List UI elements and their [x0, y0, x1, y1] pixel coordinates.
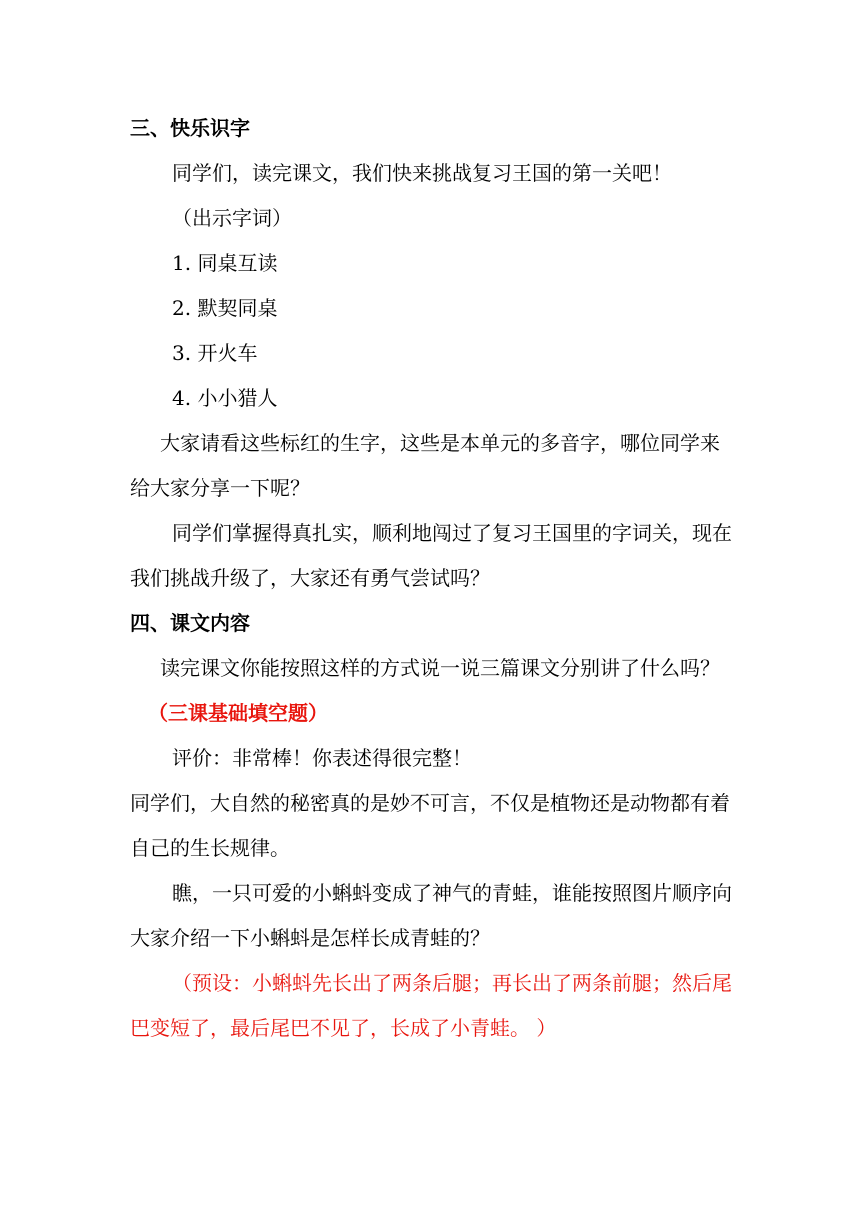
list-item: 1. 同桌互读	[172, 251, 278, 275]
paragraph-tadpole-line-1: 瞧，一只可爱的小蝌蚪变成了神气的青蛙，谁能按照图片顺序向	[172, 881, 732, 905]
list-item: 4. 小小猎人	[172, 386, 278, 410]
list-item: 3. 开火车	[172, 341, 258, 365]
show-words-note: （出示字词）	[172, 206, 292, 230]
paragraph-polyphone-line-2: 给大家分享一下呢？	[130, 476, 310, 500]
paragraph-challenge-line-1: 同学们掌握得真扎实，顺利地闯过了复习王国里的字词关，现在	[172, 521, 732, 545]
fill-blank-note: （三课基础填空题）	[148, 701, 328, 725]
section-heading-4: 四、课文内容	[130, 611, 250, 635]
paragraph-nature-line-1: 同学们，大自然的秘密真的是妙不可言，不仅是植物还是动物都有着	[130, 791, 730, 815]
section-heading-3: 三、快乐识字	[130, 116, 250, 140]
paragraph-tadpole-line-2: 大家介绍一下小蝌蚪是怎样长成青蛙的？	[130, 926, 490, 950]
list-item: 2. 默契同桌	[172, 296, 278, 320]
preset-answer-line-2: 巴变短了，最后尾巴不见了，长成了小青蛙。 ）	[130, 1016, 557, 1040]
paragraph-challenge-line-2: 我们挑战升级了，大家还有勇气尝试吗？	[130, 566, 490, 590]
paragraph-intro: 同学们，读完课文，我们快来挑战复习王国的第一关吧！	[172, 161, 672, 185]
paragraph-polyphone-line-1: 大家请看这些标红的生字，这些是本单元的多音字，哪位同学来	[160, 431, 720, 455]
evaluation-text: 评价：非常棒！你表述得很完整！	[172, 746, 472, 770]
preset-answer-line-1: （预设：小蝌蚪先长出了两条后腿；再长出了两条前腿；然后尾	[172, 971, 732, 995]
paragraph-nature-line-2: 自己的生长规律。	[130, 836, 290, 860]
paragraph-question: 读完课文你能按照这样的方式说一说三篇课文分别讲了什么吗？	[160, 656, 720, 680]
